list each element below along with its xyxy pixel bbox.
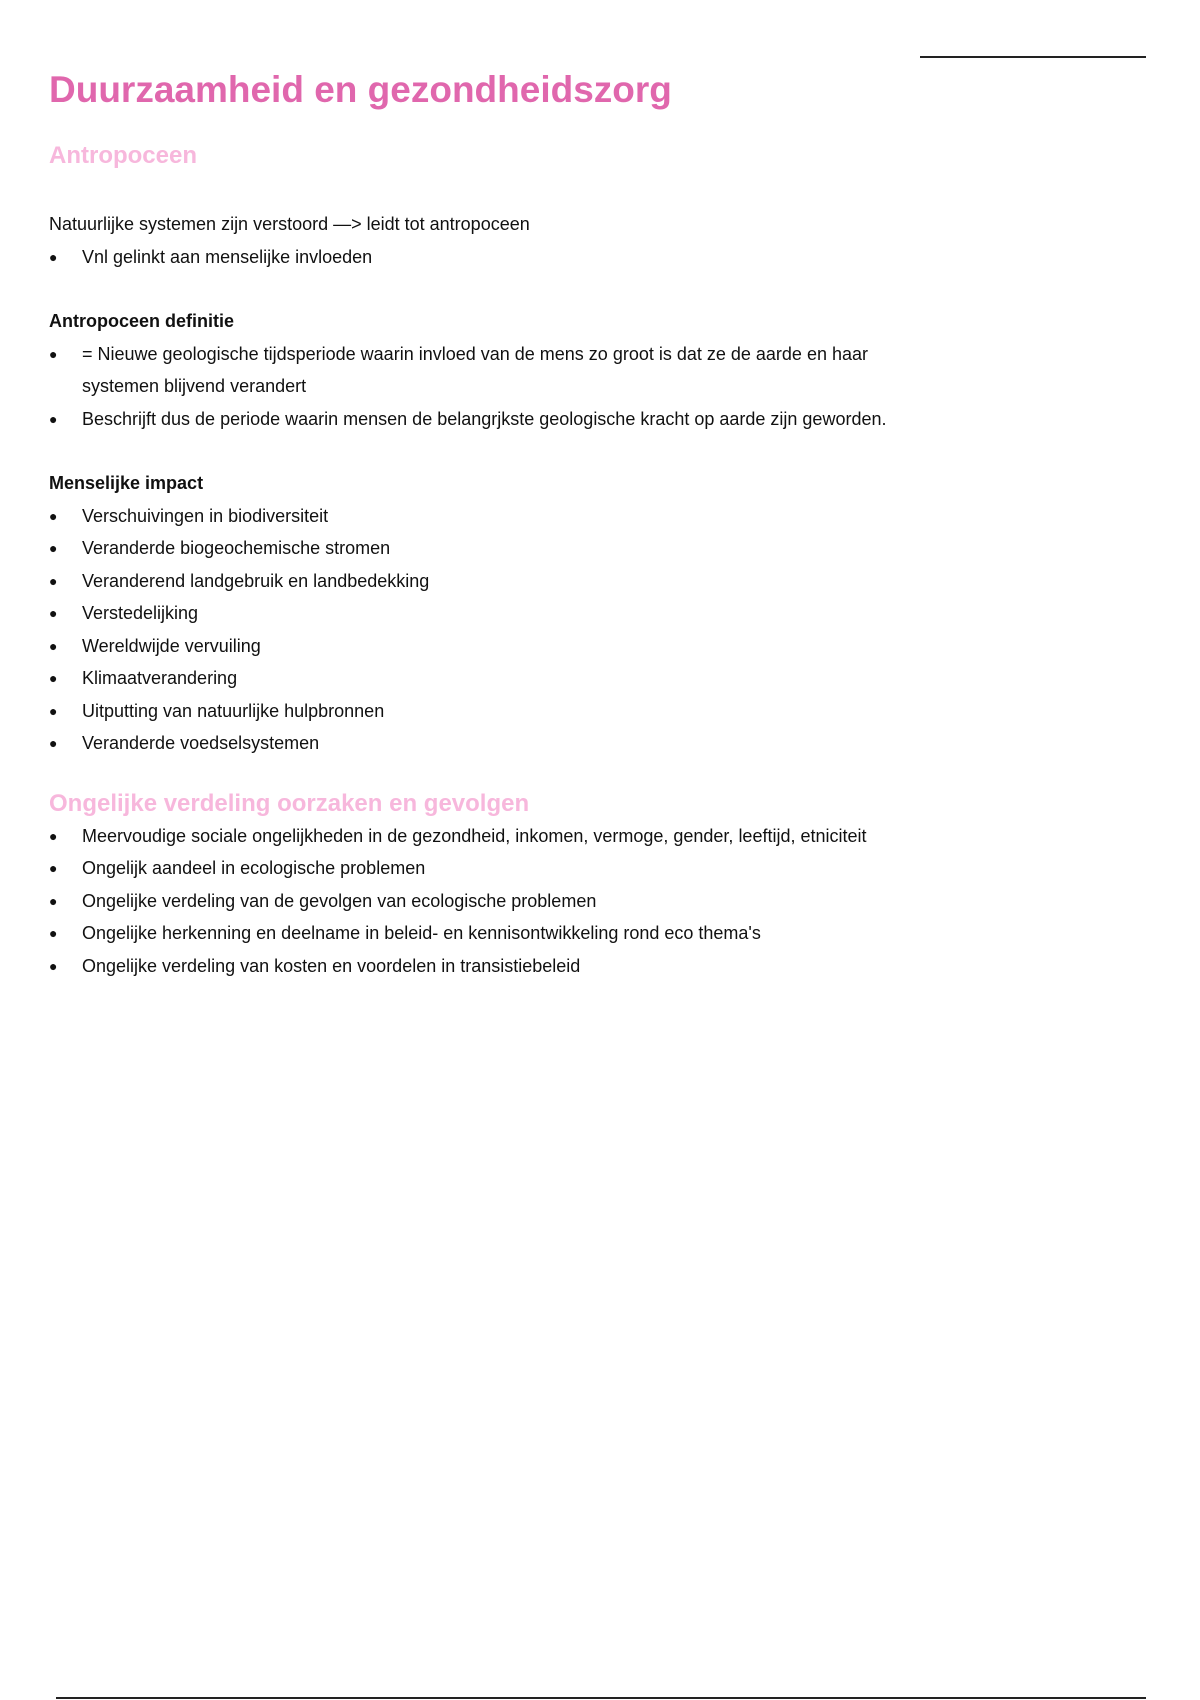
definitie-bullet-list [49, 338, 909, 436]
header-rule [920, 56, 1146, 58]
list-item: ● Beschrijft dus de periode waarin mensen de belangrjkste geologische kracht op aarde zijn geworden. [49, 403, 909, 436]
subheading-menselijke-impact: Menselijke impact [49, 473, 204, 493]
bullet-icon: ● [49, 572, 58, 589]
bullet-icon: ● [49, 507, 58, 524]
list-item: ● Ongelijke herkenning en deelname in beleid- en kennisontwikkeling rond eco thema's [49, 917, 909, 950]
intro-paragraph: Natuurlijke systemen zijn verstoord —> leidt tot antropoceen [49, 214, 530, 234]
list-item: ● Verstedelijking [49, 597, 909, 630]
ongelijkheid-bullet-list [49, 820, 909, 983]
bullet-icon: ● [49, 637, 58, 654]
impact-bullet-list [49, 500, 909, 760]
bullet-icon: ● [49, 957, 58, 974]
list-item: ● Ongelijke verdeling van kosten en voordelen in transistiebeleid [49, 950, 909, 983]
list-item: ● Klimaatverandering [49, 662, 909, 695]
section-heading-ongelijke-verdeling: Ongelijke verdeling oorzaken en gevolgen [49, 789, 530, 817]
bullet-icon: ● [49, 860, 58, 876]
list-item: ● Uitputting van natuurlijke hulpbronnen [49, 695, 909, 728]
document-title: Duurzaamheid en gezondheidszorg [49, 69, 672, 110]
list-item: ● Meervoudige sociale ongelijkheden in de gezondheid, inkomen, vermoge, gender, leeftijd, etniciteit [49, 820, 909, 853]
list-item: ● Ongelijk aandeel in ecologische problemen [49, 852, 909, 885]
list-item: ● Veranderde biogeochemische stromen [49, 532, 909, 565]
list-item: ● Verschuivingen in biodiversiteit [49, 500, 909, 533]
list-item: ● Veranderend landgebruik en landbedekking [49, 565, 909, 598]
subheading-definitie: Antropoceen definitie [49, 311, 235, 331]
list-item: ● Ongelijke verdeling van de gevolgen van ecologische problemen [49, 885, 909, 918]
bullet-icon: ● [49, 410, 58, 427]
bullet-icon: ● [49, 605, 58, 621]
bullet-icon: ● [49, 702, 58, 719]
section-heading-antropoceen: Antropoceen [49, 142, 198, 169]
list-item: ● = Nieuwe geologische tijdsperiode waarin invloed van de mens zo groot is dat ze de aarde en haar systemen blijvend verandert [49, 338, 909, 403]
bullet-icon: ● [49, 345, 58, 362]
bullet-icon: ● [49, 827, 58, 844]
bullet-icon: ● [49, 248, 58, 265]
bullet-icon: ● [49, 735, 58, 751]
document-body [49, 66, 909, 982]
bullet-icon: ● [49, 925, 58, 941]
bullet-icon: ● [49, 540, 58, 556]
list-item: ● Vnl gelinkt aan menselijke invloeden [49, 241, 909, 274]
bullet-icon: ● [49, 892, 58, 909]
intro-bullet-list [49, 241, 909, 274]
bullet-icon: ● [49, 670, 58, 686]
list-item: ● Wereldwijde vervuiling [49, 630, 909, 663]
footer-rule [56, 1697, 1146, 1699]
list-item: ● Veranderde voedselsystemen [49, 727, 909, 760]
